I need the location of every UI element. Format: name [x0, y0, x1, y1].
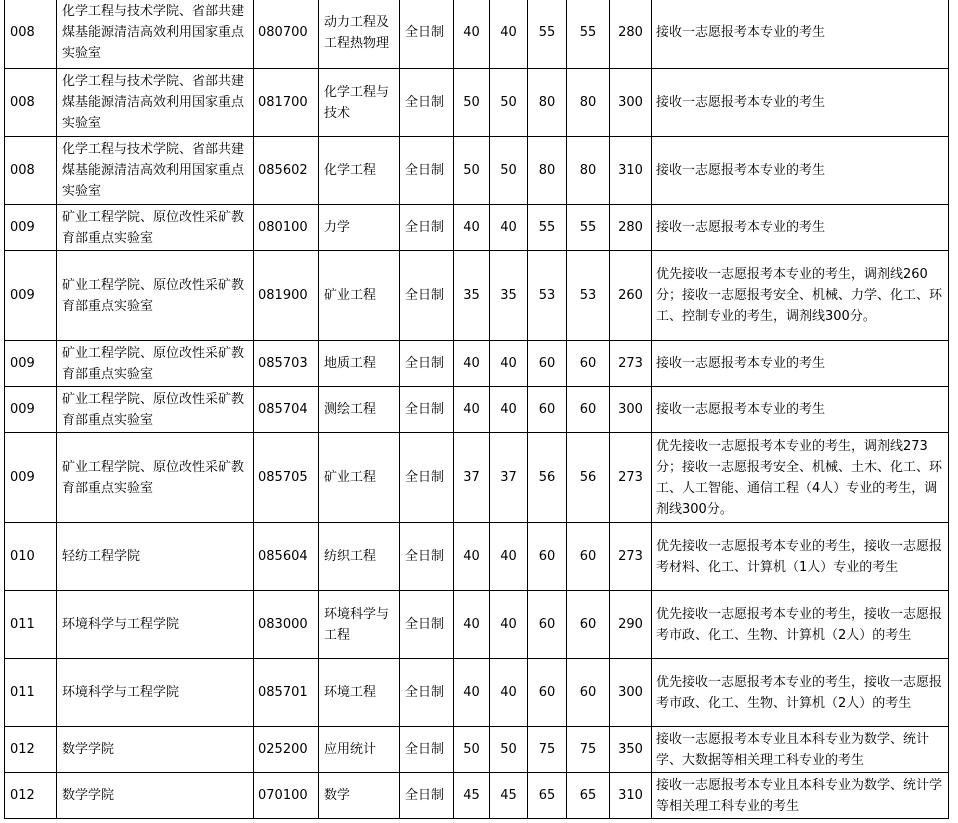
score-cell: 40 [454, 387, 490, 433]
dept-name-cell: 环境科学与工程学院 [57, 659, 254, 727]
study-mode-cell: 全日制 [400, 341, 454, 387]
total-score-cell: 280 [610, 0, 652, 69]
total-score-cell: 273 [610, 523, 652, 591]
total-score-cell: 300 [610, 69, 652, 137]
major-code-cell: 025200 [254, 727, 319, 773]
note-cell: 优先接收一志愿报考本专业的考生，接收一志愿报考材料、化工、计算机（1人）专业的考生 [652, 523, 949, 591]
dept-name-cell: 矿业工程学院、原位改性采矿教育部重点实验室 [57, 251, 254, 341]
score-cell: 80 [528, 137, 567, 205]
study-mode-cell: 全日制 [400, 251, 454, 341]
dept-code-cell: 008 [5, 69, 57, 137]
study-mode-cell: 全日制 [400, 727, 454, 773]
major-name-cell: 纺织工程 [319, 523, 400, 591]
score-cell: 40 [490, 0, 528, 69]
score-cell: 75 [528, 727, 567, 773]
score-cell: 40 [454, 659, 490, 727]
table-row [5, 251, 949, 341]
score-cell: 60 [567, 523, 610, 591]
table-row [5, 137, 949, 205]
dept-name-cell: 矿业工程学院、原位改性采矿教育部重点实验室 [57, 433, 254, 523]
major-name-cell: 应用统计 [319, 727, 400, 773]
study-mode-cell: 全日制 [400, 773, 454, 819]
major-code-cell: 085703 [254, 341, 319, 387]
major-name-cell: 环境工程 [319, 659, 400, 727]
score-cell: 40 [454, 0, 490, 69]
major-code-cell: 080700 [254, 0, 319, 69]
note-cell: 接收一志愿报考本专业的考生 [652, 387, 949, 433]
score-cell: 80 [567, 69, 610, 137]
score-cell: 60 [528, 523, 567, 591]
major-name-cell: 化学工程 [319, 137, 400, 205]
note-cell: 优先接收一志愿报考本专业的考生，调剂线273分；接收一志愿报考安全、机械、土木、化工、环工、人工智能、通信工程（4人）专业的考生，调剂线300分。 [652, 433, 949, 523]
major-code-cell: 085602 [254, 137, 319, 205]
total-score-cell: 300 [610, 387, 652, 433]
study-mode-cell: 全日制 [400, 591, 454, 659]
table-row [5, 387, 949, 433]
dept-code-cell: 009 [5, 433, 57, 523]
major-name-cell: 动力工程及工程热物理 [319, 0, 400, 69]
total-score-cell: 280 [610, 205, 652, 251]
note-cell: 接收一志愿报考本专业且本科专业为数学、统计学等相关理工科专业的考生 [652, 773, 949, 819]
table-row [5, 0, 949, 69]
study-mode-cell: 全日制 [400, 69, 454, 137]
score-cell: 55 [567, 205, 610, 251]
score-cell: 65 [528, 773, 567, 819]
major-name-cell: 力学 [319, 205, 400, 251]
major-code-cell: 081900 [254, 251, 319, 341]
score-cell: 50 [454, 727, 490, 773]
dept-name-cell: 矿业工程学院、原位改性采矿教育部重点实验室 [57, 341, 254, 387]
score-cell: 40 [490, 341, 528, 387]
note-cell: 接收一志愿报考本专业的考生 [652, 205, 949, 251]
study-mode-cell: 全日制 [400, 523, 454, 591]
dept-name-cell: 化学工程与技术学院、省部共建煤基能源清洁高效利用国家重点实验室 [57, 137, 254, 205]
dept-code-cell: 009 [5, 341, 57, 387]
score-cell: 40 [454, 591, 490, 659]
study-mode-cell: 全日制 [400, 0, 454, 69]
major-code-cell: 085705 [254, 433, 319, 523]
score-cell: 55 [528, 205, 567, 251]
score-cell: 50 [490, 69, 528, 137]
table-row [5, 773, 949, 819]
major-name-cell: 数学 [319, 773, 400, 819]
dept-name-cell: 化学工程与技术学院、省部共建煤基能源清洁高效利用国家重点实验室 [57, 69, 254, 137]
dept-code-cell: 012 [5, 727, 57, 773]
note-cell: 接收一志愿报考本专业且本科专业为数学、统计学、大数据等相关理工科专业的考生 [652, 727, 949, 773]
score-cell: 40 [454, 341, 490, 387]
dept-code-cell: 008 [5, 0, 57, 69]
total-score-cell: 300 [610, 659, 652, 727]
dept-name-cell: 数学学院 [57, 727, 254, 773]
major-code-cell: 080100 [254, 205, 319, 251]
note-cell: 接收一志愿报考本专业的考生 [652, 341, 949, 387]
score-cell: 65 [567, 773, 610, 819]
study-mode-cell: 全日制 [400, 137, 454, 205]
study-mode-cell: 全日制 [400, 205, 454, 251]
major-name-cell: 矿业工程 [319, 433, 400, 523]
study-mode-cell: 全日制 [400, 387, 454, 433]
study-mode-cell: 全日制 [400, 659, 454, 727]
table-row [5, 433, 949, 523]
total-score-cell: 260 [610, 251, 652, 341]
score-cell: 60 [567, 341, 610, 387]
major-code-cell: 070100 [254, 773, 319, 819]
score-cell: 60 [528, 387, 567, 433]
dept-name-cell: 化学工程与技术学院、省部共建煤基能源清洁高效利用国家重点实验室 [57, 0, 254, 69]
score-cell: 60 [528, 659, 567, 727]
table-row [5, 205, 949, 251]
table-row [5, 659, 949, 727]
major-code-cell: 083000 [254, 591, 319, 659]
dept-name-cell: 矿业工程学院、原位改性采矿教育部重点实验室 [57, 387, 254, 433]
table-row [5, 341, 949, 387]
note-cell: 接收一志愿报考本专业的考生 [652, 0, 949, 69]
score-cell: 40 [490, 591, 528, 659]
score-cell: 40 [490, 659, 528, 727]
note-cell: 优先接收一志愿报考本专业的考生，调剂线260分；接收一志愿报考安全、机械、力学、化工、环工、控制专业的考生，调剂线300分。 [652, 251, 949, 341]
total-score-cell: 273 [610, 433, 652, 523]
dept-name-cell: 矿业工程学院、原位改性采矿教育部重点实验室 [57, 205, 254, 251]
score-cell: 45 [454, 773, 490, 819]
major-name-cell: 化学工程与技术 [319, 69, 400, 137]
major-code-cell: 085604 [254, 523, 319, 591]
dept-code-cell: 009 [5, 205, 57, 251]
total-score-cell: 273 [610, 341, 652, 387]
table-row [5, 523, 949, 591]
score-cell: 50 [454, 137, 490, 205]
study-mode-cell: 全日制 [400, 433, 454, 523]
score-cell: 50 [490, 137, 528, 205]
major-name-cell: 环境科学与工程 [319, 591, 400, 659]
table-row [5, 69, 949, 137]
major-code-cell: 085704 [254, 387, 319, 433]
note-cell: 接收一志愿报考本专业的考生 [652, 137, 949, 205]
score-cell: 53 [567, 251, 610, 341]
dept-name-cell: 数学学院 [57, 773, 254, 819]
score-cell: 60 [567, 387, 610, 433]
dept-name-cell: 环境科学与工程学院 [57, 591, 254, 659]
table-row [5, 727, 949, 773]
score-cell: 56 [567, 433, 610, 523]
dept-code-cell: 011 [5, 659, 57, 727]
score-cell: 60 [567, 591, 610, 659]
dept-name-cell: 轻纺工程学院 [57, 523, 254, 591]
score-cell: 50 [454, 69, 490, 137]
dept-code-cell: 010 [5, 523, 57, 591]
score-cell: 55 [567, 0, 610, 69]
note-cell: 优先接收一志愿报考本专业的考生，接收一志愿报考市政、化工、生物、计算机（2人）的考生 [652, 591, 949, 659]
major-name-cell: 测绘工程 [319, 387, 400, 433]
major-code-cell: 081700 [254, 69, 319, 137]
dept-code-cell: 011 [5, 591, 57, 659]
score-cell: 60 [567, 659, 610, 727]
score-cell: 40 [490, 387, 528, 433]
score-cell: 35 [454, 251, 490, 341]
score-cell: 40 [454, 205, 490, 251]
total-score-cell: 290 [610, 591, 652, 659]
note-cell: 接收一志愿报考本专业的考生 [652, 69, 949, 137]
dept-code-cell: 008 [5, 137, 57, 205]
score-cell: 40 [490, 205, 528, 251]
score-cell: 50 [490, 727, 528, 773]
major-name-cell: 矿业工程 [319, 251, 400, 341]
dept-code-cell: 012 [5, 773, 57, 819]
table-row [5, 591, 949, 659]
score-cell: 80 [528, 69, 567, 137]
score-cell: 56 [528, 433, 567, 523]
score-cell: 35 [490, 251, 528, 341]
score-cell: 45 [490, 773, 528, 819]
score-cell: 40 [454, 523, 490, 591]
score-cell: 40 [490, 523, 528, 591]
score-cell: 37 [490, 433, 528, 523]
major-name-cell: 地质工程 [319, 341, 400, 387]
score-cell: 60 [528, 341, 567, 387]
score-cell: 60 [528, 591, 567, 659]
score-cell: 80 [567, 137, 610, 205]
score-cell: 75 [567, 727, 610, 773]
dept-code-cell: 009 [5, 251, 57, 341]
total-score-cell: 350 [610, 727, 652, 773]
note-cell: 优先接收一志愿报考本专业的考生，接收一志愿报考市政、化工、生物、计算机（2人）的考生 [652, 659, 949, 727]
score-cell: 55 [528, 0, 567, 69]
major-code-cell: 085701 [254, 659, 319, 727]
score-cell: 37 [454, 433, 490, 523]
dept-code-cell: 009 [5, 387, 57, 433]
score-cell: 53 [528, 251, 567, 341]
total-score-cell: 310 [610, 137, 652, 205]
total-score-cell: 310 [610, 773, 652, 819]
admission-score-table [4, 0, 949, 819]
